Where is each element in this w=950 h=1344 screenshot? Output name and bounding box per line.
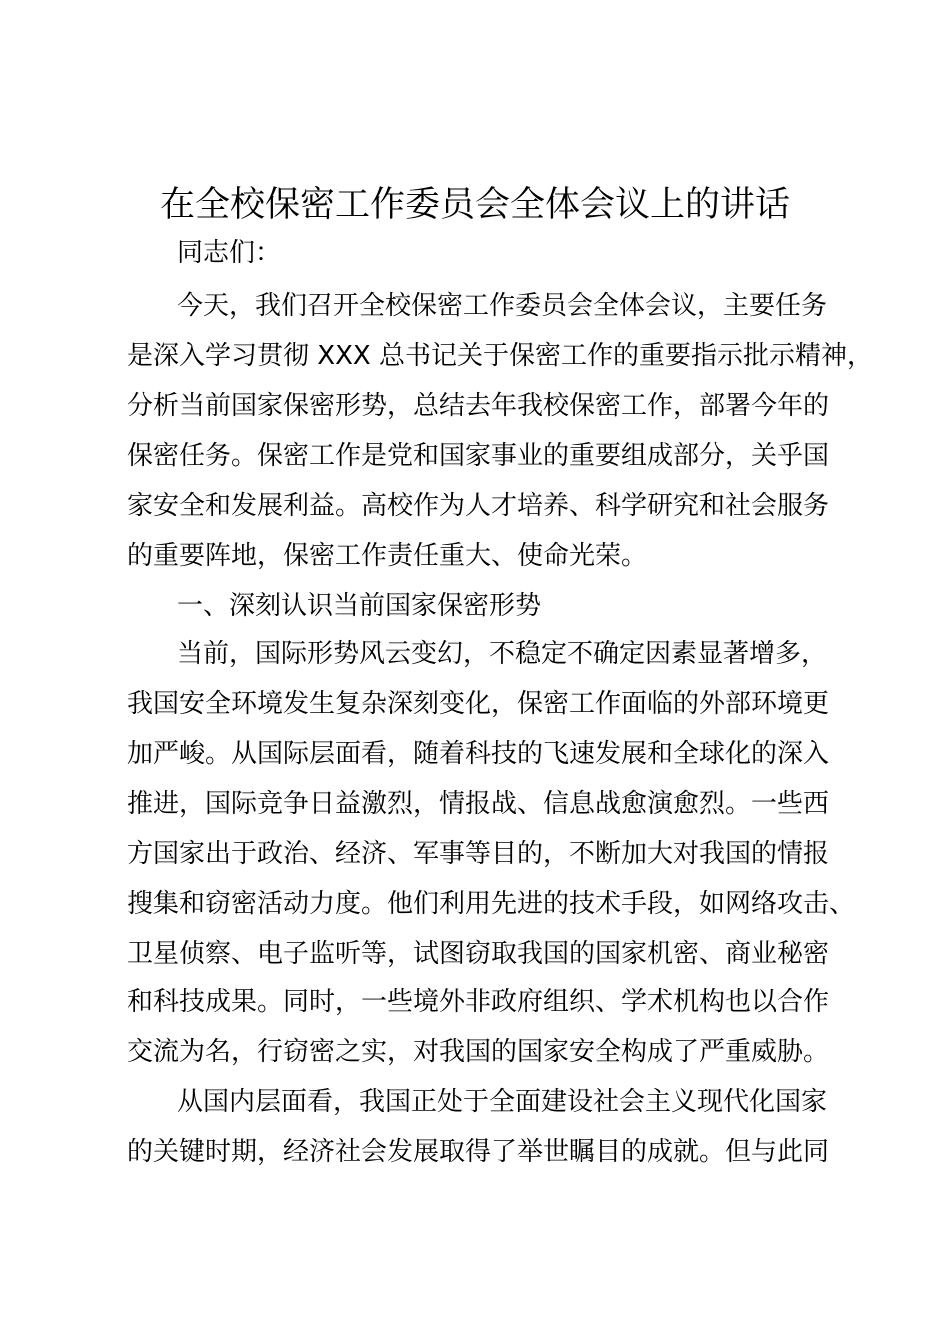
paragraph-line: 是深入学习贯彻 XXX 总书记关于保密工作的重要指示批示精神， bbox=[127, 341, 873, 371]
paragraph-line: 和科技成果。同时，一些境外非政府组织、学术机构也以合作 bbox=[127, 987, 830, 1017]
paragraph-line: 的关键时期，经济社会发展取得了举世瞩目的成就。但与此同 bbox=[127, 1137, 830, 1167]
paragraph-line: 加严峻。从国际层面看，随着科技的飞速发展和全球化的深入 bbox=[127, 739, 830, 769]
paragraph-line: 方国家出于政治、经济、军事等目的，不断加大对我国的情报 bbox=[127, 839, 830, 869]
paragraph-line: 当前，国际形势风云变幻，不稳定不确定因素显著增多， bbox=[177, 639, 828, 669]
paragraph-line: 从国内层面看，我国正处于全面建设社会主义现代化国家 bbox=[177, 1087, 828, 1117]
document-title: 在全校保密工作委员会全体会议上的讲话 bbox=[159, 185, 790, 225]
paragraph-line: 家安全和发展利益。高校作为人才培养、科学研究和社会服务 bbox=[127, 491, 830, 521]
paragraph-line: 保密任务。保密工作是党和国家事业的重要组成部分，关乎国 bbox=[127, 441, 830, 471]
paragraph-line: 的重要阵地，保密工作责任重大、使命光荣。 bbox=[127, 541, 648, 571]
paragraph-line: 今天，我们召开全校保密工作委员会全体会议，主要任务 bbox=[177, 291, 828, 321]
paragraph-line: 卫星侦察、电子监听等，试图窃取我国的国家机密、商业秘密 bbox=[127, 939, 830, 969]
paragraph-line: 搜集和窃密活动力度。他们利用先进的技术手段，如网络攻击、 bbox=[127, 889, 856, 919]
salutation-line: 同志们： bbox=[177, 238, 282, 268]
paragraph-line: 我国安全环境发生复杂深刻变化，保密工作面临的外部环境更 bbox=[127, 689, 830, 719]
paragraph-line: 推进，国际竞争日益激烈，情报战、信息战愈演愈烈。一些西 bbox=[127, 789, 830, 819]
paragraph-line: 分析当前国家保密形势，总结去年我校保密工作，部署今年的 bbox=[127, 391, 830, 421]
section-heading: 一、深刻认识当前国家保密形势 bbox=[177, 591, 542, 621]
paragraph-line: 交流为名，行窃密之实，对我国的国家安全构成了严重威胁。 bbox=[127, 1037, 830, 1067]
